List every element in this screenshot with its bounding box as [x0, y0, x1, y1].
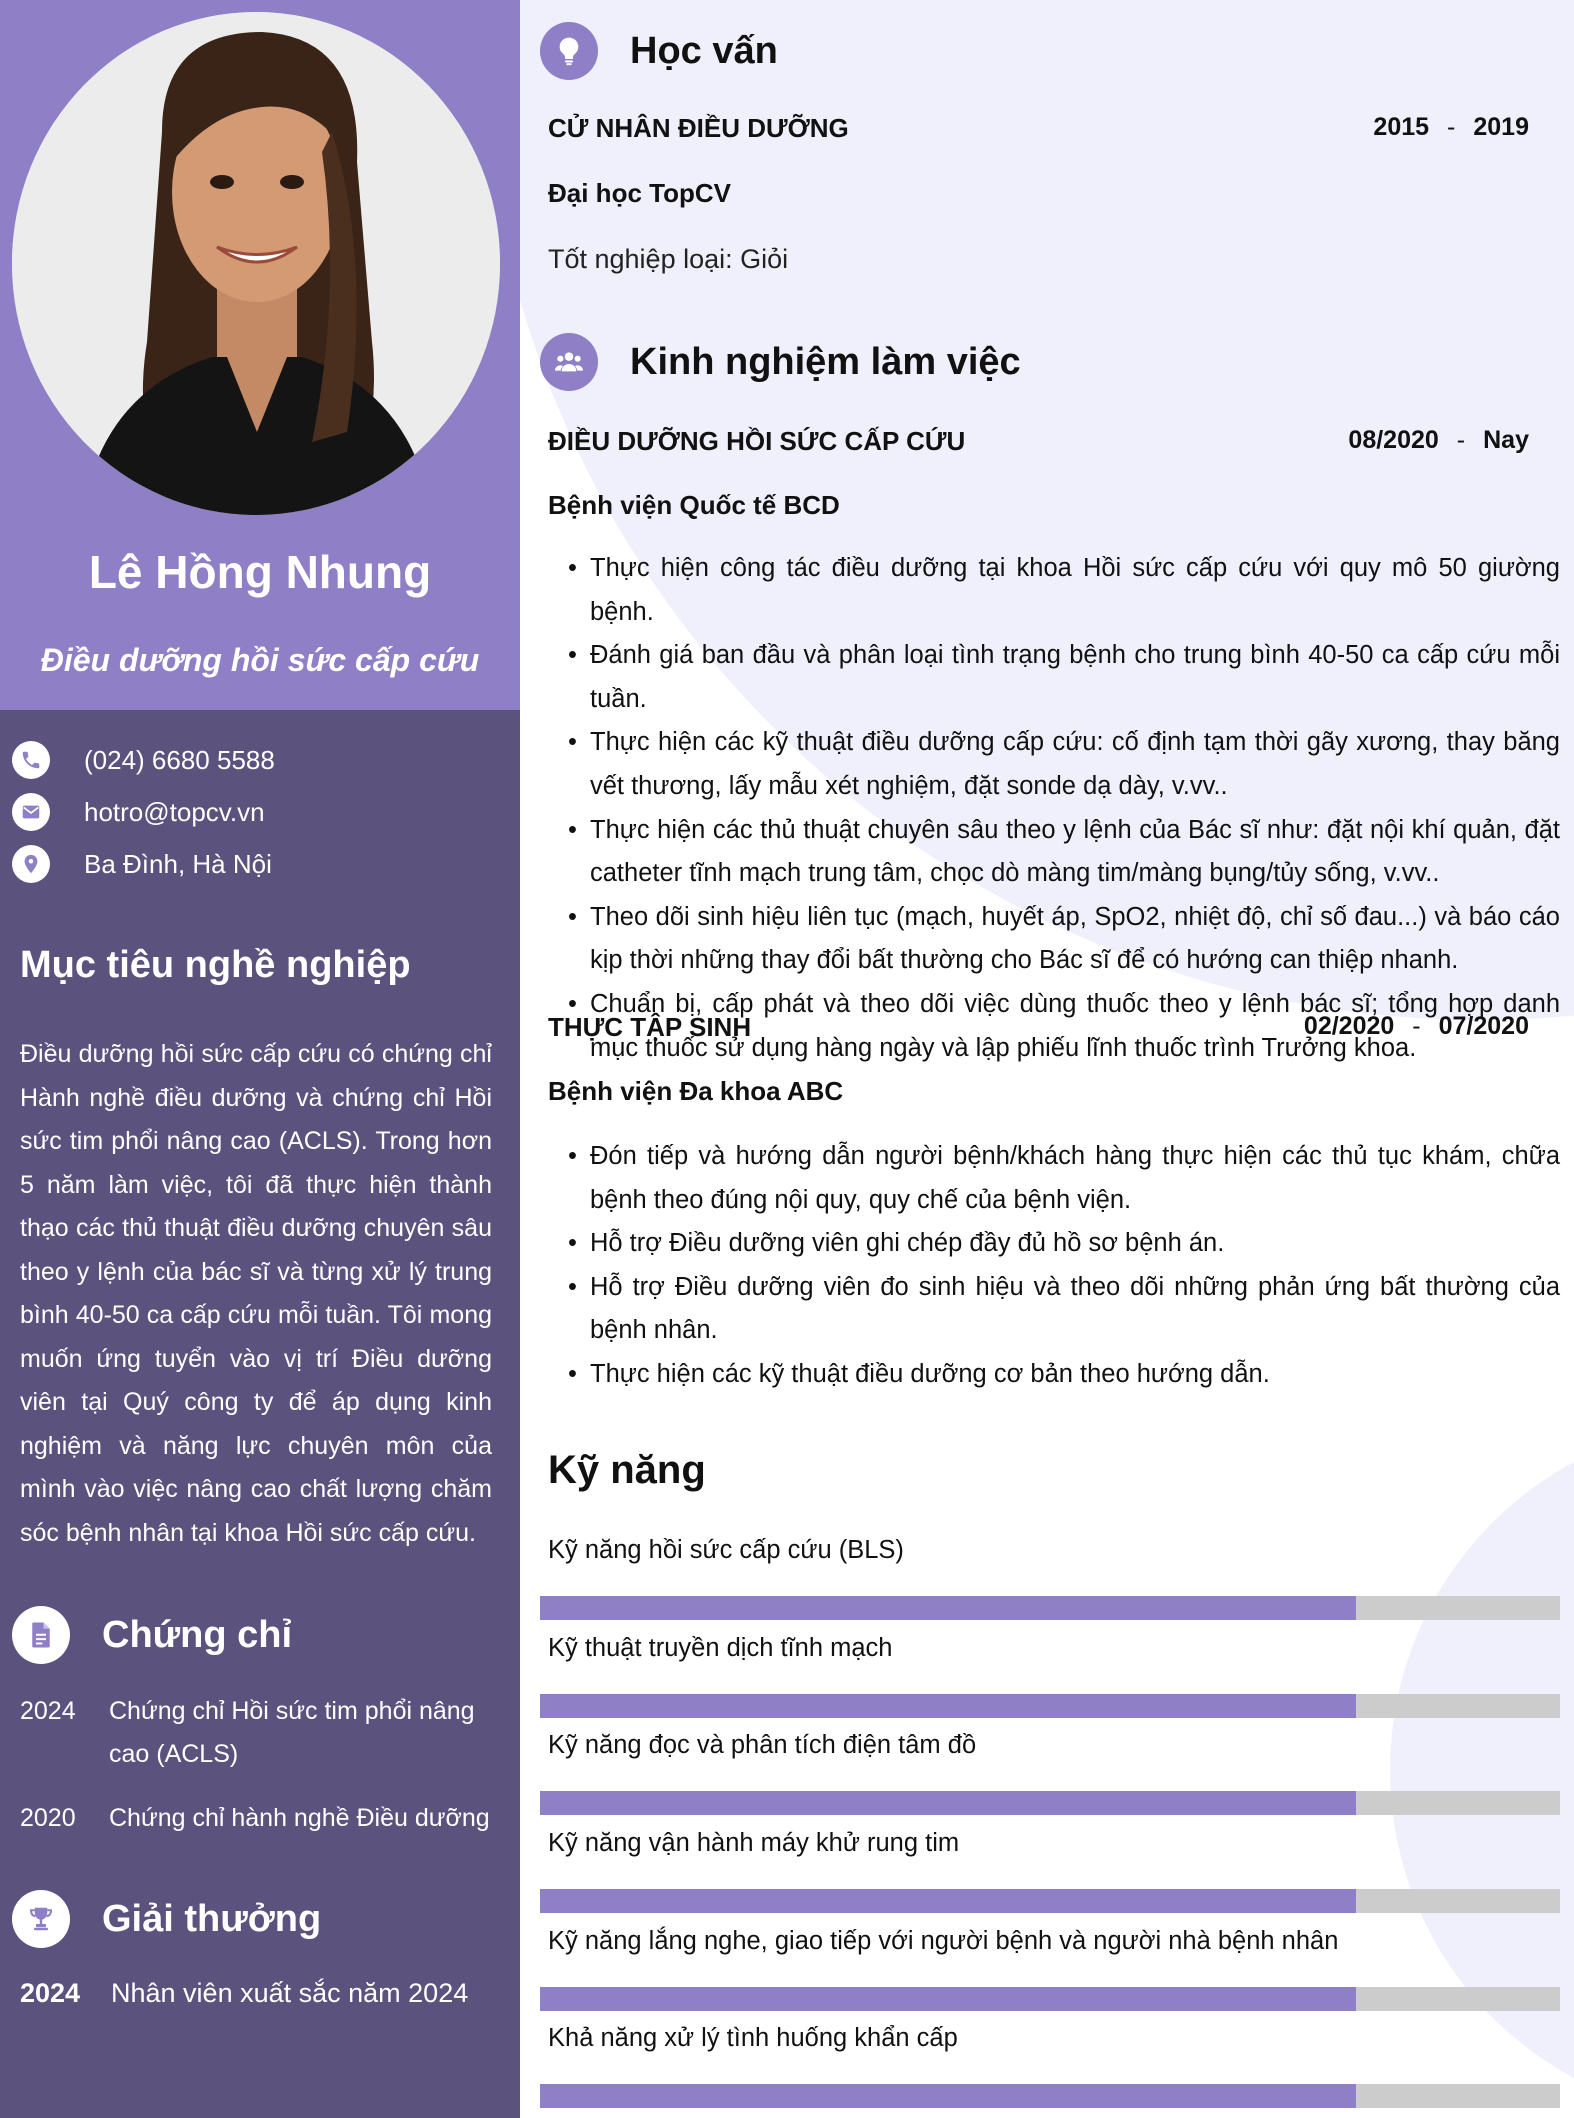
email-text: hotro@topcv.vn — [84, 796, 265, 827]
skill-bar-fill — [540, 2084, 1356, 2108]
date-end: 07/2020 — [1438, 1012, 1529, 1040]
list-item: • Thực hiện các kỹ thuật điều dưỡng cấp cứu: cố định tạm thời gãy xương, thay băng vết thương, lấy mẫu xét nghiệm, đặt sonde dạ dày, v.vv.. — [568, 721, 1560, 808]
skill-label: Kỹ năng vận hành máy khử rung tim — [548, 1829, 960, 1857]
education-title: Học vấn — [630, 29, 778, 72]
skill-bar — [540, 1694, 1560, 1718]
date-separator: - — [1447, 113, 1456, 141]
certificates-title: Chứng chỉ — [102, 1613, 293, 1656]
date-end: Nay — [1483, 426, 1529, 454]
contact-email — [12, 786, 275, 838]
skill-bar-fill — [540, 1987, 1356, 2011]
skill-item — [540, 1829, 1560, 1913]
contact-address — [12, 838, 275, 890]
phone-icon — [12, 741, 50, 779]
award-name: Nhân viên xuất sắc năm 2024 — [111, 1978, 469, 2008]
list-item: • Hỗ trợ Điều dưỡng viên ghi chép đầy đủ hồ sơ bệnh án. — [568, 1222, 1560, 1266]
award-year: 2024 — [20, 1978, 81, 2008]
awards-title: Giải thưởng — [102, 1897, 322, 1940]
skill-bar — [540, 1889, 1560, 1913]
skill-label: Khả năng xử lý tình huống khẩn cấp — [548, 2024, 958, 2052]
avatar — [12, 12, 500, 515]
awards-heading — [12, 1890, 321, 1948]
skill-item — [540, 1536, 1560, 1620]
certificate-year: 2024 — [20, 1697, 76, 1725]
objective-heading: Mục tiêu nghề nghiệp — [20, 944, 411, 986]
certificate-item — [20, 1797, 500, 1840]
list-item: • Theo dõi sinh hiệu liên tục (mạch, huyết áp, SpO2, nhiệt độ, chỉ số đau...) và báo cáo kịp thời những thay đổi bất thường cho Bác sĩ để có hướng can thiệp nhanh. — [568, 896, 1560, 983]
award-item — [20, 1978, 468, 2009]
document-icon — [12, 1606, 70, 1664]
lightbulb-icon — [540, 22, 598, 80]
skill-item — [540, 1927, 1560, 2011]
certificate-name: Chứng chỉ Hồi sức tim phổi nâng cao (ACLS) — [109, 1697, 475, 1768]
certificate-item — [20, 1690, 500, 1776]
list-item: • Thực hiện các kỹ thuật điều dưỡng cơ bản theo hướng dẫn. — [568, 1353, 1560, 1397]
candidate-role: Điều dưỡng hồi sức cấp cứu — [40, 642, 480, 678]
skill-bar-fill — [540, 1596, 1356, 1620]
certificate-year: 2020 — [20, 1804, 76, 1832]
education-note: Tốt nghiệp loại: Giỏi — [548, 244, 789, 274]
date-separator: - — [1456, 426, 1466, 454]
experience-title: Kinh nghiệm làm việc — [630, 340, 1021, 383]
skill-bar — [540, 1791, 1560, 1815]
phone-text: (024) 6680 5588 — [84, 744, 275, 775]
job-title: THỰC TẬP SINH — [548, 1012, 752, 1042]
school-name: Đại học TopCV — [548, 178, 731, 208]
skill-item — [540, 2024, 1560, 2108]
date-start: 08/2020 — [1348, 426, 1439, 454]
contact-list — [12, 734, 275, 890]
email-icon — [12, 793, 50, 831]
skill-item — [540, 1731, 1560, 1815]
experience-heading — [540, 333, 1021, 391]
skill-label: Kỹ năng hồi sức cấp cứu (BLS) — [548, 1536, 904, 1564]
trophy-icon — [12, 1890, 70, 1948]
date-end: 2019 — [1473, 113, 1529, 141]
skill-label: Kỹ năng đọc và phân tích điện tâm đồ — [548, 1731, 977, 1759]
certificate-name: Chứng chỉ hành nghề Điều dưỡng — [109, 1804, 490, 1832]
certificates-heading — [12, 1606, 292, 1664]
job-organization: Bệnh viện Quốc tế BCD — [548, 490, 840, 520]
date-start: 2015 — [1373, 113, 1430, 141]
skill-label: Kỹ năng lắng nghe, giao tiếp với người bệnh và người nhà bệnh nhân — [548, 1927, 1339, 1955]
skills-heading: Kỹ năng — [548, 1448, 706, 1492]
list-item: • Đón tiếp và hướng dẫn người bệnh/khách hàng thực hiện các thủ tục khám, chữa bệnh theo đúng nội quy, quy chế của bệnh viện. — [568, 1135, 1560, 1222]
job-organization: Bệnh viện Đa khoa ABC — [548, 1076, 844, 1106]
list-item: • Thực hiện công tác điều dưỡng tại khoa Hồi sức cấp cứu với quy mô 50 giường bệnh. — [568, 547, 1560, 634]
job-dates — [1304, 1012, 1529, 1041]
address-text: Ba Đình, Hà Nội — [84, 848, 272, 879]
skill-bar-fill — [540, 1694, 1356, 1718]
location-pin-icon — [12, 845, 50, 883]
skill-bar — [540, 1987, 1560, 2011]
job-title: ĐIỀU DƯỠNG HỒI SỨC CẤP CỨU — [548, 426, 966, 456]
skill-bar — [540, 1596, 1560, 1620]
contact-phone — [12, 734, 275, 786]
objective-text: Điều dưỡng hồi sức cấp cứu có chứng chỉ Hành nghề điều dưỡng và chứng chỉ Hồi sức tim phổi nâng cao (ACLS). Trong hơn 5 năm làm việc, tôi đã thực hiện thành thạo các thủ thuật điều dưỡng chuyên sâu theo y lệnh của bác sĩ và từng xử lý trung bình 40-50 ca cấp cứu mỗi tuần. Tôi mong muốn ứng tuyển vào vị trí Điều dưỡng viên tại Quý công ty để áp dụng kinh nghiệm và năng lực chuyên môn của mình vào việc nâng cao chất lượng chăm sóc bệnh nhân tại khoa Hồi sức cấp cứu. — [20, 1040, 492, 1547]
candidate-name: Lê Hồng Nhung — [88, 546, 432, 598]
education-heading — [540, 22, 778, 80]
sidebar — [0, 0, 520, 2118]
skill-bar-fill — [540, 1791, 1356, 1815]
skill-item — [540, 1634, 1560, 1718]
skill-label: Kỹ thuật truyền dịch tĩnh mạch — [548, 1634, 893, 1662]
list-item: • Chuẩn bị, cấp phát và theo dõi việc dùng thuốc theo y lệnh bác sĩ; tổng hợp danh mục thuốc sử dụng hàng ngày và lập phiếu lĩnh thuốc trình Trưởng khoa. — [568, 983, 1560, 1070]
list-item: • Thực hiện các thủ thuật chuyên sâu theo y lệnh của Bác sĩ như: đặt nội khí quản, đặt catheter tĩnh mạch trung tâm, chọc dò màng tim/màng bụng/tủy sống, v.vv.. — [568, 809, 1560, 896]
list-item: • Hỗ trợ Điều dưỡng viên đo sinh hiệu và theo dõi những phản ứng bất thường của bệnh nhân. — [568, 1266, 1560, 1353]
skill-bar — [540, 2084, 1560, 2108]
profile-photo — [12, 12, 500, 515]
list-item: • Đánh giá ban đầu và phân loại tình trạng bệnh cho trung bình 40-50 ca cấp cứu mỗi tuần. — [568, 634, 1560, 721]
profile-header — [0, 0, 520, 710]
users-group-icon — [540, 333, 598, 391]
date-start: 02/2020 — [1303, 1012, 1395, 1040]
main-content — [520, 0, 1574, 2118]
education-dates — [1373, 113, 1529, 142]
skill-bar-fill — [540, 1889, 1356, 1913]
job-bullets — [568, 1135, 1560, 1397]
job-dates — [1348, 426, 1529, 455]
job-bullets — [568, 547, 1560, 1070]
date-separator: - — [1412, 1012, 1421, 1040]
degree-title: CỬ NHÂN ĐIỀU DƯỠNG — [548, 113, 849, 143]
